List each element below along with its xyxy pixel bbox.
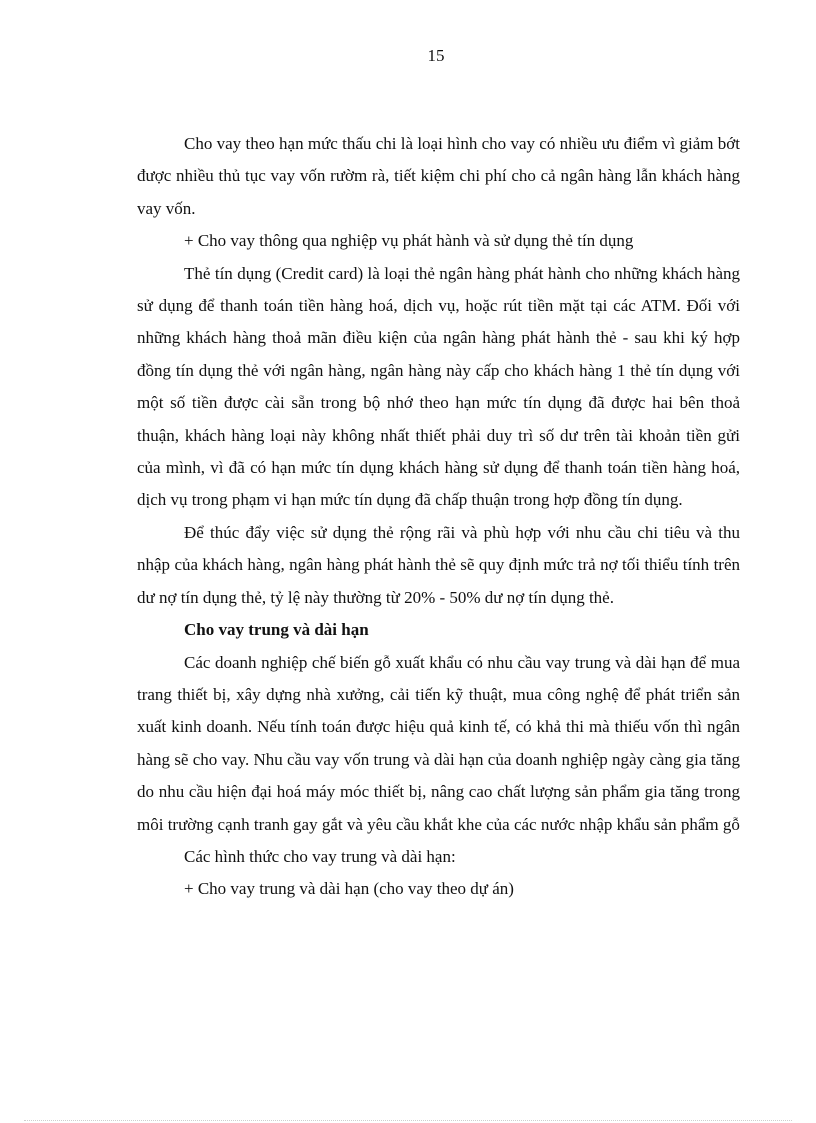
page-number: 15 — [427, 46, 445, 65]
paragraph-lending-forms: Các hình thức cho vay trung và dài hạn: — [184, 846, 456, 866]
paragraph-credit-card-definition: Thẻ tín dụng (Credit card) là loại thẻ ngân hàng phát hành cho những khách hàng sử dụng để thanh toán tiền hàng hoá, dịch vụ, hoặc rút tiền mặt tại các ATM. Đối với những khách hàng thoả mãn điều kiện của ngân hàng phát hành thẻ - sau khi ký hợp đồng tín dụng thẻ với ngân hàng, ngân hàng này cấp cho khách hàng 1 thẻ tín dụng với một số tiền được cài sẵn trong bộ nhớ theo hạn mức tín dụng đã được hai bên thoả thuận, khách hàng loại này không nhất thiết phải duy trì số dư trên tài khoản tiền gửi của mình, vì đã có hạn mức tín dụng khách hàng sử dụng để thanh toán tiền hàng hoá, dịch vụ trong phạm vi hạn mức tín dụng đã chấp thuận trong hợp đồng tín dụng. — [137, 263, 740, 510]
paragraph-minimum-repayment: Để thúc đẩy việc sử dụng thẻ rộng rãi và phù hợp với nhu cầu chi tiêu và thu nhập của khách hàng, ngân hàng phát hành thẻ sẽ quy định mức trả nợ tối thiểu tính trên dư nợ tín dụng thẻ, tỷ lệ này thường từ 20% - 50% dư nợ tín dụng thẻ. — [137, 522, 740, 607]
footer-dotted-rule — [24, 1120, 792, 1121]
paragraph-project-lending: + Cho vay trung và dài hạn (cho vay theo dự án) — [184, 879, 514, 899]
paragraph-credit-card-lending: + Cho vay thông qua nghiệp vụ phát hành và sử dụng thẻ tín dụng — [184, 231, 634, 251]
paragraph-overdraft-advantages: Cho vay theo hạn mức thấu chi là loại hình cho vay có nhiều ưu điểm vì giảm bớt được nhiều thủ tục vay vốn rườm rà, tiết kiệm chi phí cho cả ngân hàng lẫn khách hàng vay vốn. — [137, 134, 740, 218]
section-heading-medium-long-term: Cho vay trung và dài hạn — [184, 620, 369, 640]
paragraph-wood-enterprises-demand: Các doanh nghiệp chế biến gỗ xuất khẩu có nhu cầu vay trung và dài hạn để mua trang thiết bị, xây dựng nhà xưởng, cải tiến kỹ thuật, mua công nghệ để phát triển sản xuất kinh doanh. Nếu tính toán được hiệu quả kinh tế, có khả thi mà thiếu vốn thì ngân hàng sẽ cho vay. Nhu cầu vay vốn trung và dài hạn của doanh nghiệp ngày càng gia tăng do nhu cầu hiện đại hoá máy móc thiết bị, nâng cao chất lượng sản phẩm gia tăng trong môi trường cạnh tranh gay gắt và yêu cầu khắt khe của các nước nhập khẩu sản phẩm gỗ — [137, 652, 740, 834]
body-text — [137, 128, 740, 906]
